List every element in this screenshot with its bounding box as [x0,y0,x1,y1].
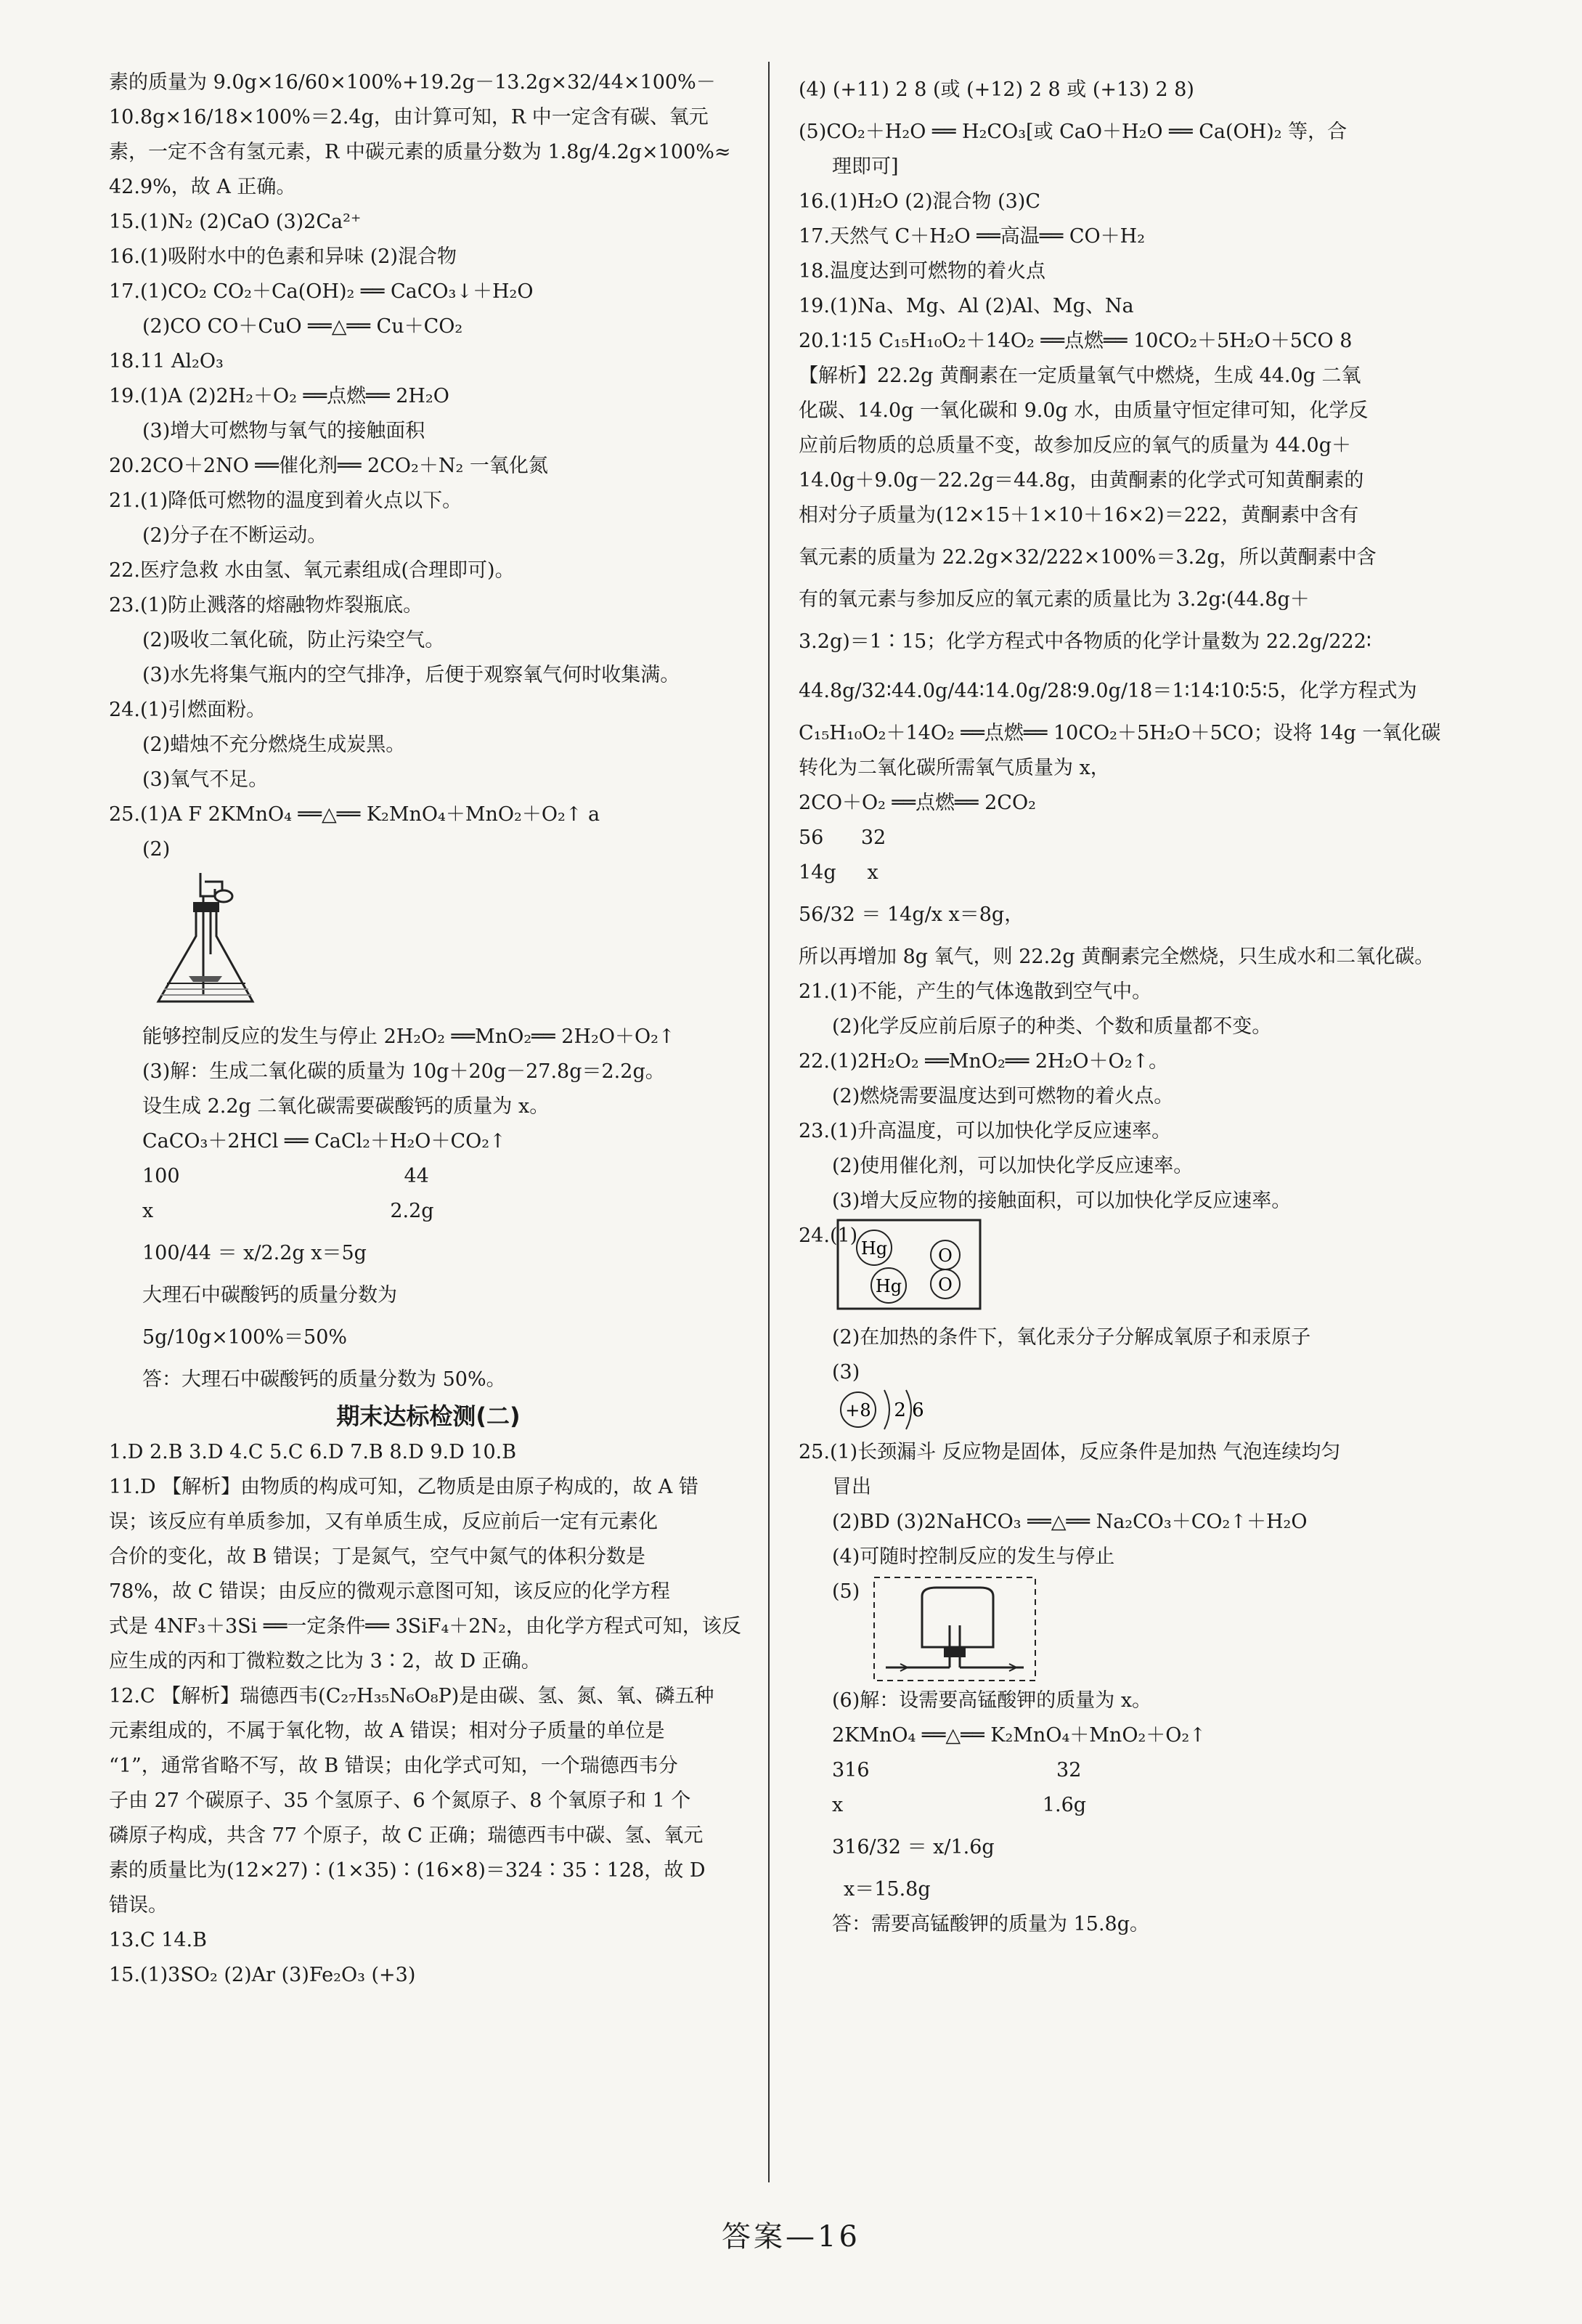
text-line: (3)增大可燃物与氧气的接触面积 [142,420,425,442]
text-line: 相对分子质量为(12×15＋1×10＋16×2)＝222，黄酮素中含有 [799,504,1359,527]
answer-21: 21.(1)不能，产生的气体逸散到空气中。 [799,980,1152,1003]
text-line: C₁₅H₁₀O₂＋14O₂ ══点燃══ 10CO₂＋5H₂O＋5CO；设将 14g 一氧化碳 [799,722,1441,744]
text-line: 答：大理石中碳酸钙的质量分数为 50%。 [142,1368,506,1391]
fraction-line: 100/44 ＝ x/2.2g x＝5g [142,1242,367,1264]
column-divider [768,62,770,2182]
text-line: (2)分子在不断运动。 [142,524,327,547]
right-column [799,65,1474,1942]
text-line: 100 44 [142,1165,429,1187]
answer-23: 23.(1)防止溅落的熔融物炸裂瓶底。 [109,594,423,617]
text-line: 氧元素的质量为 22.2g×32/222×100%＝3.2g，所以黄酮素中含 [799,546,1377,569]
answer-22: 22.(1)2H₂O₂ ══MnO₂══ 2H₂O＋O₂↑。 [799,1050,1169,1073]
answer-part-5: (5) [832,1580,860,1603]
text-line: (2)化学反应前后原子的种类、个数和质量都不变。 [832,1015,1272,1038]
text-line: x 2.2g [142,1200,434,1222]
answer-16: 16.(1)H₂O (2)混合物 (3)C [799,190,1041,213]
text-line: 素，一定不含有氢元素，R 中碳元素的质量分数为 1.8g/4.2g×100%≈ [109,141,731,163]
text-line: x＝15.8g [844,1878,931,1901]
text-line: (2)蜡烛不充分燃烧生成炭黑。 [142,734,406,756]
text-line: 错误。 [109,1894,168,1917]
text-line: (3)氧气不足。 [142,768,269,791]
text-line: 式是 4NF₃＋3Si ══一定条件══ 3SiF₄＋2N₂，由化学方程式可知，该反 [109,1615,741,1638]
text-line: (2)BD (3)2NaHCO₃ ══△══ Na₂CO₃＋CO₂↑＋H₂O [832,1511,1308,1533]
answer-24: 24.(1) [799,1224,858,1247]
text-line: “1”，通常省略不写，故 B 错误；由化学式可知，一个瑞德西韦分 [109,1755,678,1777]
o-atom-label: O [938,1246,953,1266]
oxygen-atom-structure-icon [836,1384,953,1435]
answer-15: 15.(1)3SO₂ (2)Ar (3)Fe₂O₃ (+3) [109,1964,416,1986]
page-footer: 答案—16 [722,2220,860,2254]
fraction-line: 316/32 ＝ x/1.6g [832,1836,995,1858]
answer-18: 18.温度达到可燃物的着火点 [799,260,1045,283]
text-line: 素的质量比为(12×27)∶(1×35)∶(16×8)＝324∶35∶128，故 D [109,1859,706,1882]
text-line: (2)燃烧需要温度达到可燃物的着火点。 [832,1085,1174,1108]
electron-shells-label: 2 6 [894,1399,924,1421]
text-line: (6)解：设需要高锰酸钾的质量为 x。 [832,1689,1152,1712]
nucleus-label: +8 [845,1400,871,1421]
text-line: 设生成 2.2g 二氧化碳需要碳酸钙的质量为 x。 [142,1095,550,1118]
text-line: (3)水先将集气瓶内的空气排净，后便于观察氧气何时收集满。 [142,664,680,686]
answer-18: 18.11 Al₂O₃ [109,350,224,373]
gas-bottle-icon [871,1575,1038,1683]
text-line: 应前后物质的总质量不变，故参加反应的氧气的质量为 44.0g＋ [799,434,1351,457]
text-line: (2)使用催化剂，可以加快化学反应速率。 [832,1155,1194,1177]
answer-19: 19.(1)Na、Mg、Al (2)Al、Mg、Na [799,295,1134,317]
answer-24: 24.(1)引燃面粉。 [109,699,266,721]
text-line: 42.9%，故 A 正确。 [109,176,296,198]
text-line: 化碳、14.0g 一氧化碳和 9.0g 水，由质量守恒定律可知，化学反 [799,399,1369,422]
text-line: (3)增大反应物的接触面积，可以加快化学反应速率。 [832,1190,1292,1212]
text-line: (4)可随时控制反应的发生与停止 [832,1545,1115,1568]
text-line: 3.2g)＝1∶15；化学方程式中各物质的化学计量数为 22.2g/222∶ [799,630,1371,653]
text-line: (3)解：生成二氧化碳的质量为 10g＋20g－27.8g＝2.2g。 [142,1060,665,1083]
text-line: 78%，故 C 错误；由反应的微观示意图可知，该反应的化学方程 [109,1580,670,1603]
oxygen-atom-structure-figure [799,1355,1474,1435]
text-line: 所以再增加 8g 氧气，则 22.2g 黄酮素完全燃烧，只生成水和二氧化碳。 [799,946,1435,968]
answer-1-10: 1.D 2.B 3.D 4.C 5.C 6.D 7.B 8.D 9.D 10.B [109,1441,517,1463]
text-line: 56 32 [799,826,886,849]
answer-17: 17.天然气 C＋H₂O ══高温══ CO＋H₂ [799,225,1146,248]
text-line: 316 32 [832,1759,1082,1781]
fraction-line: 5g/10g×100%＝50% [142,1326,348,1349]
answer-23: 23.(1)升高温度，可以加快化学反应速率。 [799,1120,1172,1142]
text-line: 有的氧元素与参加反应的氧元素的质量比为 3.2g∶(44.8g＋ [799,588,1310,611]
answer-part-3: (3) [832,1361,860,1384]
answer-19: 19.(1)A (2)2H₂＋O₂ ══点燃══ 2H₂O [109,385,449,407]
text-line: (2)吸收二氧化硫，防止污染空气。 [142,629,445,651]
answer-11: 11.D 【解析】由物质的构成可知，乙物质是由原子构成的，故 A 错 [109,1476,698,1498]
answer-15: 15.(1)N₂ (2)CaO (3)2Ca²⁺ [109,211,362,233]
answer-21: 21.(1)降低可燃物的温度到着火点以下。 [109,489,462,512]
equation-line: 2CO＋O₂ ══点燃══ 2CO₂ [799,792,1036,814]
text-line: 磷原子构成，共含 77 个原子，故 C 正确；瑞德西韦中碳、氢、氧元 [109,1824,704,1847]
flask-apparatus-icon [142,867,273,1020]
left-column [109,65,748,1993]
text-line: x 1.6g [832,1794,1087,1816]
text-line: (2)CO CO＋CuO ══△══ Cu＋CO₂ [142,315,463,338]
equation-line: CaCO₃＋2HCl ══ CaCl₂＋H₂O＋CO₂↑ [142,1130,506,1153]
fraction-line: 56/32 ＝ 14g/x x＝8g， [799,903,1024,926]
answer-20: 20.1∶15 C₁₅H₁₀O₂＋14O₂ ══点燃══ 10CO₂＋5H₂O＋5CO 8 [799,330,1353,352]
answer-12: 12.C 【解析】瑞德西韦(C₂₇H₃₅N₆O₈P)是由碳、氢、氮、氧、磷五种 [109,1685,714,1707]
text-line: 理即可] [832,155,899,178]
text-line: 14.0g＋9.0g－22.2g＝44.8g，由黄酮素的化学式可知黄酮素的 [799,469,1364,492]
answer-25: 25.(1)A F 2KMnO₄ ══△══ K₂MnO₄＋MnO₂＋O₂↑ a [109,803,600,826]
answer-4-atom-structures: (4) (+11) 2 8 (或 (+12) 2 8 或 (+13) 2 8) [799,78,1194,101]
text-line: 合价的变化，故 B 错误；丁是氮气，空气中氮气的体积分数是 [109,1545,646,1568]
text-line: 大理石中碳酸钙的质量分数为 [142,1284,397,1307]
o-atom-label: O [938,1275,953,1295]
answer-25: 25.(1)长颈漏斗 反应物是固体，反应条件是加热 气泡连续均匀 [799,1441,1341,1463]
answer-17: 17.(1)CO₂ CO₂＋Ca(OH)₂ ══ CaCO₃↓＋H₂O [109,280,534,303]
answer-24-figure [799,1219,1474,1320]
answer-13-14: 13.C 14.B [109,1929,207,1951]
text-line: 子由 27 个碳原子、35 个氢原子、6 个氮原子、8 个氧原子和 1 个 [109,1789,691,1812]
text-line: (2)在加热的条件下，氧化汞分子分解成氧原子和汞原子 [832,1326,1311,1349]
text-line: 能够控制反应的发生与停止 2H₂O₂ ══MnO₂══ 2H₂O＋O₂↑ [142,1025,675,1048]
mercury-oxygen-box [836,1219,982,1313]
text-line: 素的质量为 9.0g×16/60×100%+19.2g－13.2g×32/44×100%－ [109,71,716,94]
text-line: 【解析】22.2g 黄酮素在一定质量氧气中燃烧，生成 44.0g 二氧 [799,365,1361,387]
text-line: 误；该反应有单质参加，又有单质生成，反应前后一定有元素化 [109,1511,658,1533]
text-line: 冒出 [832,1476,871,1498]
text-line: 应生成的丙和丁微粒数之比为 3∶2，故 D 正确。 [109,1650,541,1673]
text-line: 元素组成的，不属于氧化物，故 A 错误；相对分子质量的单位是 [109,1720,665,1742]
gas-collection-figure [799,1575,1474,1683]
equation-line: 2KMnO₄ ══△══ K₂MnO₄＋MnO₂＋O₂↑ [832,1724,1206,1747]
text-line: 44.8g/32∶44.0g/44∶14.0g/28∶9.0g/18＝1∶14∶10∶5∶5，化学方程式为 [799,680,1417,702]
answer-20: 20.2CO＋2NO ══催化剂══ 2CO₂＋N₂ 一氧化氮 [109,455,548,477]
text-line: 转化为二氧化碳所需氧气质量为 x， [799,757,1110,779]
hg-atom-label: Hg [860,1238,888,1259]
answer-22: 22.医疗急救 水由氢、氧元素组成(合理即可)。 [109,559,515,582]
text-line: 14g x [799,861,878,884]
text-line: 10.8g×16/18×100%＝2.4g，由计算可知，R 中一定含有碳、氧元 [109,106,709,129]
text-line: (2) [142,838,171,861]
text-line: 答：需要高锰酸钾的质量为 15.8g。 [832,1913,1149,1935]
section-heading: 期末达标检测(二) [336,1402,521,1430]
answer-16: 16.(1)吸附水中的色素和异味 (2)混合物 [109,245,457,268]
flask-apparatus-figure [109,867,748,1020]
text-line: (5)CO₂＋H₂O ══ H₂CO₃[或 CaO＋H₂O ══ Ca(OH)₂ 等，合 [799,121,1347,143]
hg-atom-label: Hg [875,1276,902,1296]
